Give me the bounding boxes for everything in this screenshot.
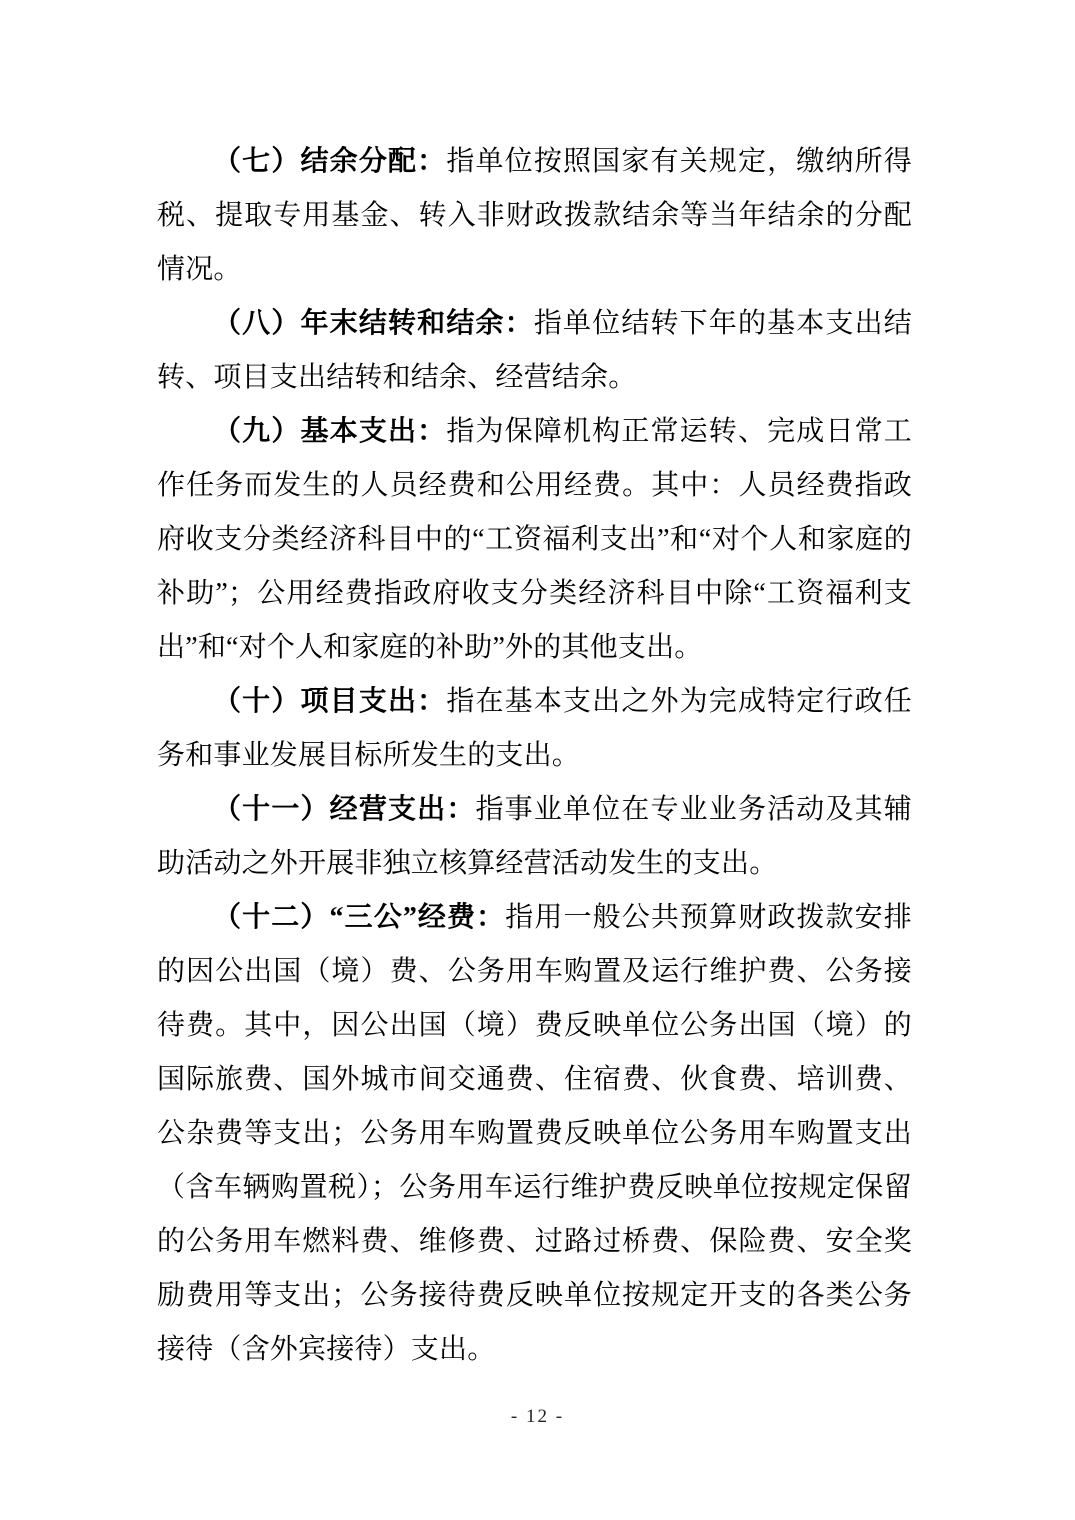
paragraph-head: （十）项目支出： — [213, 686, 447, 717]
paragraph-body: 指单位按照国家有关规定，缴纳所得税、提取专用基金、转入非财政拨款结余等当年结余的分配情况。 — [157, 146, 913, 285]
paragraph-head: （九）基本支出： — [213, 416, 447, 447]
paragraph-head: （七）结余分配： — [213, 146, 447, 177]
paragraph-head: （十二）“三公”经费： — [213, 902, 506, 933]
paragraph — [157, 783, 912, 891]
paragraph — [157, 675, 912, 783]
paragraph-head: （十一）经营支出： — [213, 794, 476, 825]
paragraph-head: （八）年末结转和结余： — [213, 308, 534, 339]
paragraph — [157, 135, 912, 297]
paragraph — [157, 405, 912, 675]
paragraph-body: 指用一般公共预算财政拨款安排的因公出国（境）费、公务用车购置及运行维护费、公务接待费。其中，因公出国（境）费反映单位公务出国（境）的国际旅费、国外城市间交通费、住宿费、伙食费、培训费、公杂费等支出；公务用车购置费反映单位公务用车购置支出（含车辆购置税）；公务用车运行维护费反映单位按规定保留的公务用车燃料费、维修费、过路过桥费、保险费、安全奖励费用等支出；公务接待费反映单位按规定开支的各类公务接待（含外宾接待）支出。 — [157, 902, 912, 1365]
paragraph-body: 指事业单位在专业业务活动及其辅助活动之外开展非独立核算经营活动发生的支出。 — [157, 794, 912, 879]
paragraph-body: 指单位结转下年的基本支出结转、项目支出结转和结余、经营结余。 — [157, 308, 913, 393]
page-number: - 12 - — [510, 1406, 565, 1427]
paragraph — [157, 891, 912, 1377]
document-body — [157, 135, 912, 1377]
paragraph-body: 指在基本支出之外为完成特定行政任务和事业发展目标所发生的支出。 — [157, 686, 913, 771]
paragraph — [157, 297, 912, 405]
paragraph-body: 指为保障机构正常运转、完成日常工作任务而发生的人员经费和公用经费。其中：人员经费指政府收支分类经济科目中的“工资福利支出”和“对个人和家庭的补助”；公用经费指政府收支分类经济科目中除“工资福利支出”和“对个人和家庭的补助”外的其他支出。 — [157, 416, 913, 663]
